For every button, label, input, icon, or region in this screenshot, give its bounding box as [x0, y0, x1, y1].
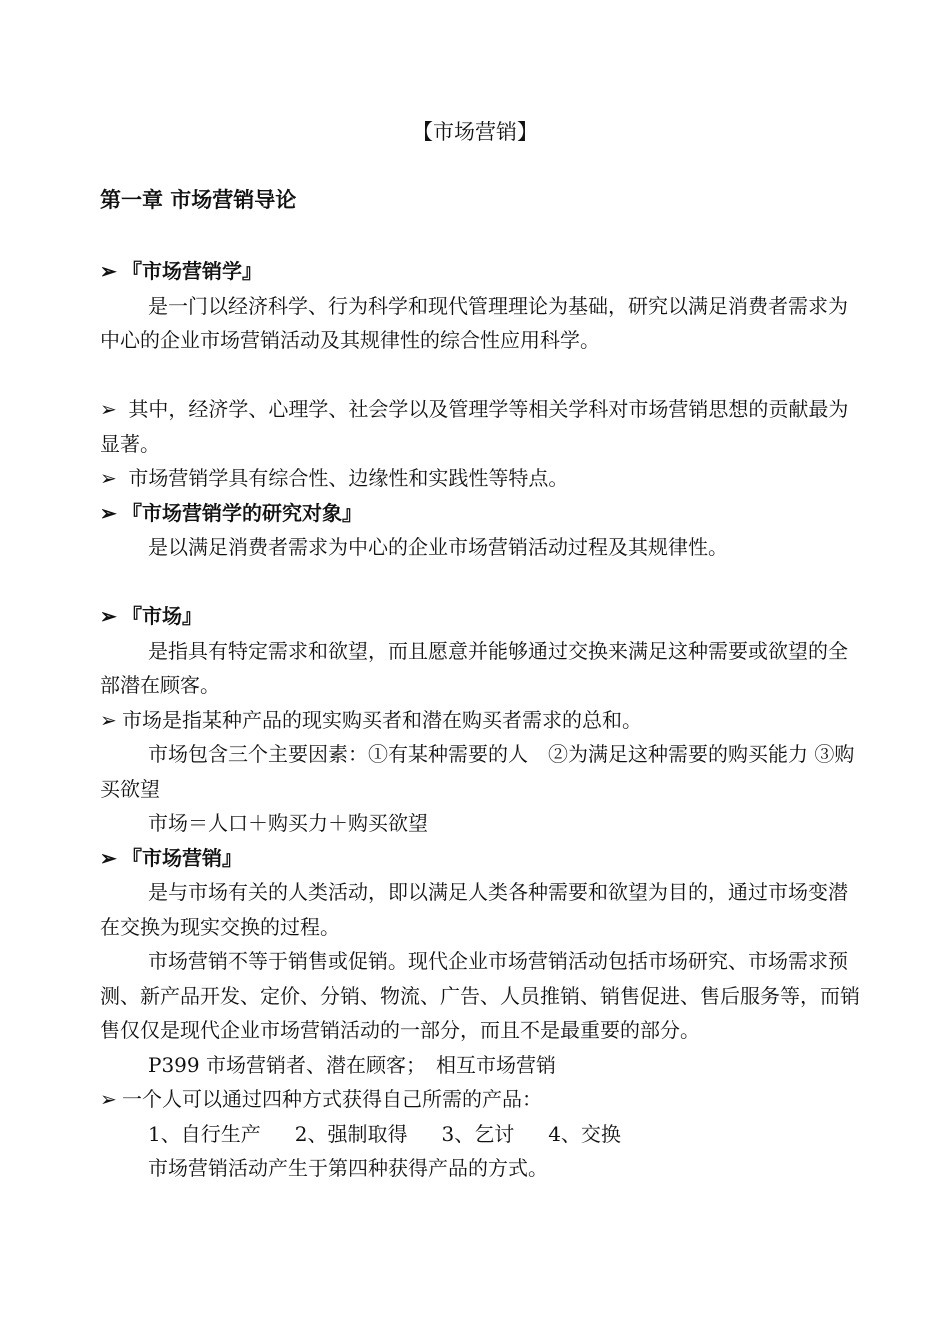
bullet-point-characteristics: ➢ 市场营销学具有综合性、边缘性和实践性等特点。 — [100, 461, 860, 496]
way-item: 2、强制取得 — [294, 1121, 408, 1146]
list-four-ways — [100, 1117, 860, 1152]
arrowhead-bullet-icon: ➢ — [100, 604, 117, 628]
arrowhead-bullet-icon: ➢ — [100, 707, 117, 732]
paragraph-page-reference: P399 市场营销者、潜在顾客； 相互市场营销 — [148, 1052, 556, 1077]
arrowhead-bullet-icon: ➢ — [100, 500, 117, 525]
section-heading-market: ➢ 『市场』 — [100, 599, 860, 634]
paragraph-marketing-vs-sales: 市场营销不等于销售或促销。现代企业市场营销活动包括市场研究、市场需求预测、新产品开发、定价、分销、物流、广告、人员推销、销售促进、售后服务等，而销售仅仅是现代企业市场营销活动的一部分，而且不是最重要的部分。 — [100, 949, 860, 1042]
way-item: 1、自行生产 — [148, 1121, 261, 1146]
bullet-point-four-ways: ➢ 一个人可以通过四种方式获得自己所需的产品： — [100, 1082, 860, 1117]
section-heading-research-object: ➢ 『市场营销学的研究对象』 — [100, 496, 860, 531]
blank-line — [100, 358, 860, 393]
section-heading-marketing-science: ➢ 『市场营销学』 — [100, 254, 860, 289]
paragraph-marketing-definition: 是与市场有关的人类活动，即以满足人类各种需要和欲望为目的，通过市场变潜在交换为现实交换的过程。 — [100, 880, 848, 939]
blank-line — [100, 565, 860, 600]
arrowhead-bullet-icon: ➢ — [100, 259, 117, 283]
paragraph-marketing-science-definition: 是一门以经济科学、行为科学和现代管理理论为基础，研究以满足消费者需求为中心的企业市场营销活动及其规律性的综合性应用科学。 — [100, 293, 848, 352]
bullet-point-market-total-demand: ➢ 市场是指某种产品的现实购买者和潜在购买者需求的总和。 — [100, 703, 860, 738]
paragraph-conclusion: 市场营销活动产生于第四种获得产品的方式。 — [148, 1156, 548, 1180]
bullet-point-related-disciplines: ➢ 其中，经济学、心理学、社会学以及管理学等相关学科对市场营销思想的贡献最为显著。 — [100, 392, 860, 461]
paragraph-market-definition: 是指具有特定需求和欲望，而且愿意并能够通过交换来满足这种需要或欲望的全部潜在顾客。 — [100, 638, 848, 697]
arrowhead-bullet-icon: ➢ — [100, 466, 117, 490]
paragraph-research-object: 是以满足消费者需求为中心的企业市场营销活动过程及其规律性。 — [148, 535, 728, 559]
document-body — [100, 254, 860, 1186]
paragraph-market-factors: 市场包含三个主要因素：①有某种需要的人 ②为满足这种需要的购买能力 ③购买欲望 — [100, 742, 855, 801]
document-title: 【市场营销】 — [412, 120, 538, 144]
arrowhead-bullet-icon: ➢ — [100, 845, 117, 870]
paragraph-market-formula: 市场＝人口＋购买力＋购买欲望 — [148, 811, 428, 835]
way-item: 3、乞讨 — [441, 1121, 515, 1146]
arrowhead-bullet-icon: ➢ — [100, 1087, 117, 1111]
section-heading-marketing: ➢ 『市场营销』 — [100, 841, 860, 876]
arrowhead-bullet-icon: ➢ — [100, 397, 117, 421]
way-item: 4、交换 — [548, 1121, 621, 1146]
chapter-heading: 第一章 市场营销导论 — [100, 187, 297, 212]
